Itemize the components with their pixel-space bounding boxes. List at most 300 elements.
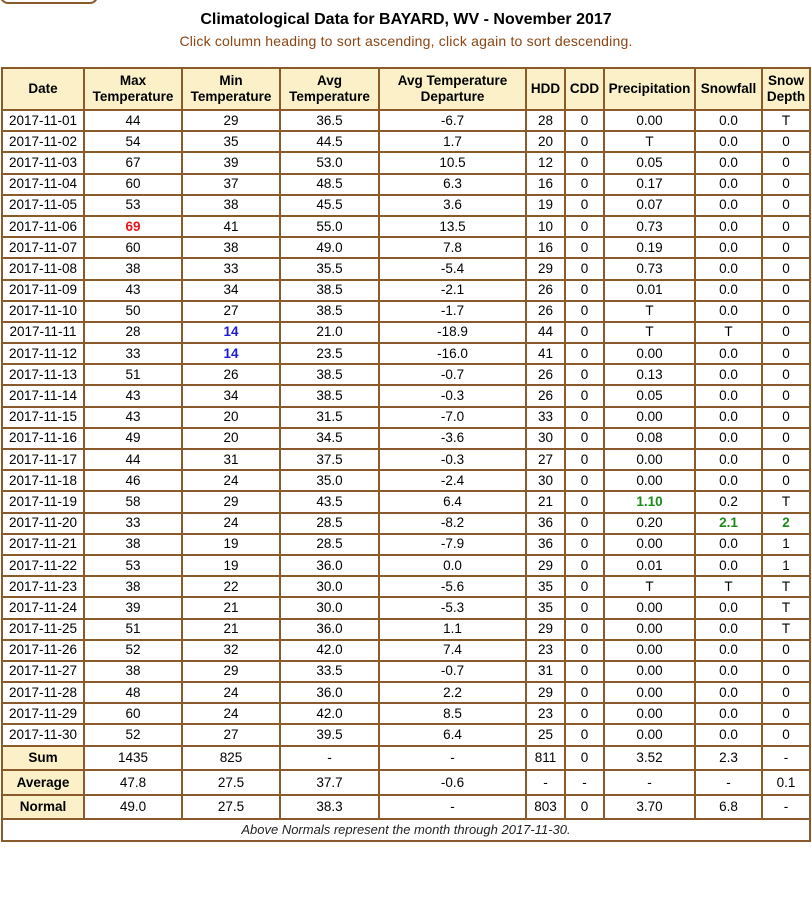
cell-snowfall: 0.0 xyxy=(695,343,762,364)
cell-precip: 0.00 xyxy=(604,343,695,364)
cell-date: 2017-11-04 xyxy=(2,174,84,195)
cell-max: 43 xyxy=(84,280,182,301)
cell-avg: 21.0 xyxy=(280,322,379,343)
cell-avg: 34.5 xyxy=(280,428,379,449)
cell-dep: 3.6 xyxy=(379,195,526,216)
cell-dep: -5.4 xyxy=(379,258,526,279)
cell-date: 2017-11-18 xyxy=(2,470,84,491)
cell-cdd: 0 xyxy=(565,470,604,491)
average-row xyxy=(2,770,810,795)
cell-hdd: 31 xyxy=(526,661,565,682)
cell-date: 2017-11-15 xyxy=(2,407,84,428)
cell-precip: 0.00 xyxy=(604,661,695,682)
cell-precip: 0.19 xyxy=(604,237,695,258)
cell-cdd: 0 xyxy=(565,174,604,195)
cell-cdd: 0 xyxy=(565,152,604,173)
cell-precip: 0.01 xyxy=(604,555,695,576)
sum-row xyxy=(2,746,810,771)
cell-min: 21 xyxy=(182,619,280,640)
cell-avg: 36.0 xyxy=(280,555,379,576)
cell-avg: 36.0 xyxy=(280,619,379,640)
climate-data-table xyxy=(1,67,811,842)
column-header-snowdepth[interactable] xyxy=(762,68,810,110)
cell-avg: 28.5 xyxy=(280,534,379,555)
cell-cdd: 0 xyxy=(565,491,604,512)
column-header-label: Date xyxy=(28,81,58,96)
cell-dep: -18.9 xyxy=(379,322,526,343)
table-row xyxy=(2,301,810,322)
column-header-max[interactable] xyxy=(84,68,182,110)
summary-label: Average xyxy=(2,770,84,795)
table-row xyxy=(2,555,810,576)
cell-cdd: 0 xyxy=(565,110,604,131)
cell-precip: 0.00 xyxy=(604,597,695,618)
cell-cdd: 0 xyxy=(565,195,604,216)
cell-min: 41 xyxy=(182,216,280,237)
cell-max: 38 xyxy=(84,661,182,682)
cell-min: 37 xyxy=(182,174,280,195)
cell-date: 2017-11-14 xyxy=(2,385,84,406)
cell-precip: 0.17 xyxy=(604,174,695,195)
cell-snowdepth: T xyxy=(762,619,810,640)
cell-dep: -5.3 xyxy=(379,597,526,618)
cell-dep: -16.0 xyxy=(379,343,526,364)
cell-avg: 30.0 xyxy=(280,597,379,618)
footnote-row xyxy=(2,819,810,841)
cell-hdd: 41 xyxy=(526,343,565,364)
summary-cell-avg: 37.7 xyxy=(280,770,379,795)
summary-cell-dep: -0.6 xyxy=(379,770,526,795)
cell-hdd: 20 xyxy=(526,131,565,152)
cell-precip: 0.00 xyxy=(604,534,695,555)
summary-cell-avg: 38.3 xyxy=(280,795,379,820)
cell-precip: 0.00 xyxy=(604,407,695,428)
table-row xyxy=(2,216,810,237)
cell-dep: 0.0 xyxy=(379,555,526,576)
cell-dep: -2.4 xyxy=(379,470,526,491)
cell-max: 53 xyxy=(84,555,182,576)
cell-hdd: 16 xyxy=(526,174,565,195)
summary-cell-avg: - xyxy=(280,746,379,771)
cell-snowdepth: 0 xyxy=(762,470,810,491)
cell-date: 2017-11-17 xyxy=(2,449,84,470)
cell-precip: 0.05 xyxy=(604,152,695,173)
summary-cell-hdd: 811 xyxy=(526,746,565,771)
cell-snowdepth: 0 xyxy=(762,703,810,724)
cell-avg: 38.5 xyxy=(280,280,379,301)
column-header-label: Max xyxy=(119,73,147,88)
cell-max: 52 xyxy=(84,640,182,661)
cell-dep: -1.7 xyxy=(379,301,526,322)
cell-min: 35 xyxy=(182,131,280,152)
cell-hdd: 26 xyxy=(526,364,565,385)
cell-hdd: 29 xyxy=(526,619,565,640)
cell-max: 49 xyxy=(84,428,182,449)
cell-min: 27 xyxy=(182,301,280,322)
cell-cdd: 0 xyxy=(565,555,604,576)
cell-cdd: 0 xyxy=(565,682,604,703)
table-row xyxy=(2,280,810,301)
cell-min: 31 xyxy=(182,449,280,470)
cell-hdd: 26 xyxy=(526,385,565,406)
cell-date: 2017-11-09 xyxy=(2,280,84,301)
cell-snowdepth: 0 xyxy=(762,364,810,385)
cell-date: 2017-11-21 xyxy=(2,534,84,555)
cell-max: 38 xyxy=(84,534,182,555)
cell-cdd: 0 xyxy=(565,534,604,555)
column-header-label: Temperature xyxy=(289,89,370,104)
cell-max: 60 xyxy=(84,174,182,195)
table-row xyxy=(2,110,810,131)
cell-max: 51 xyxy=(84,364,182,385)
column-header-hdd[interactable] xyxy=(526,68,565,110)
cell-min: 34 xyxy=(182,280,280,301)
cell-hdd: 36 xyxy=(526,534,565,555)
cell-precip: 0.00 xyxy=(604,110,695,131)
column-header-label: Depth xyxy=(766,89,806,104)
cell-snowfall: T xyxy=(695,322,762,343)
table-row xyxy=(2,174,810,195)
cell-snowfall: 0.0 xyxy=(695,597,762,618)
cell-min: 19 xyxy=(182,555,280,576)
cell-hdd: 35 xyxy=(526,597,565,618)
cell-snowfall: 0.0 xyxy=(695,428,762,449)
column-header-date[interactable] xyxy=(2,68,84,110)
cell-date: 2017-11-01 xyxy=(2,110,84,131)
column-header-label: Temperature xyxy=(92,89,174,104)
summary-cell-dep: - xyxy=(379,795,526,820)
cell-avg: 38.5 xyxy=(280,364,379,385)
cell-date: 2017-11-08 xyxy=(2,258,84,279)
cell-snowdepth: 0 xyxy=(762,322,810,343)
table-summary xyxy=(2,746,810,842)
cell-snowdepth: 0 xyxy=(762,237,810,258)
cell-snowdepth: 0 xyxy=(762,449,810,470)
cell-min: 24 xyxy=(182,470,280,491)
cell-cdd: 0 xyxy=(565,703,604,724)
table-row xyxy=(2,513,810,534)
cell-snowdepth: T xyxy=(762,110,810,131)
cell-precip: 0.20 xyxy=(604,513,695,534)
table-row xyxy=(2,640,810,661)
summary-cell-min: 27.5 xyxy=(182,795,280,820)
cell-snowfall: 0.0 xyxy=(695,152,762,173)
table-row xyxy=(2,619,810,640)
summary-label: Normal xyxy=(2,795,84,820)
cell-dep: -0.7 xyxy=(379,661,526,682)
cell-snowdepth: 0 xyxy=(762,343,810,364)
cell-hdd: 36 xyxy=(526,513,565,534)
cell-avg: 23.5 xyxy=(280,343,379,364)
cell-snowfall: 0.0 xyxy=(695,724,762,745)
cell-max: 43 xyxy=(84,385,182,406)
cell-snowfall: 0.0 xyxy=(695,385,762,406)
column-header-min[interactable] xyxy=(182,68,280,110)
column-header-label: CDD xyxy=(569,81,600,96)
cell-avg: 30.0 xyxy=(280,576,379,597)
table-row xyxy=(2,237,810,258)
column-header-label: Snowfall xyxy=(700,81,757,96)
cell-dep: 6.4 xyxy=(379,724,526,745)
table-row xyxy=(2,597,810,618)
cell-snowfall: 0.0 xyxy=(695,280,762,301)
cell-precip: 0.73 xyxy=(604,216,695,237)
cell-max: 44 xyxy=(84,110,182,131)
cell-min: 24 xyxy=(182,703,280,724)
cell-min: 19 xyxy=(182,534,280,555)
cell-dep: -8.2 xyxy=(379,513,526,534)
cell-max: 51 xyxy=(84,619,182,640)
cell-date: 2017-11-24 xyxy=(2,597,84,618)
cell-snowfall: 0.0 xyxy=(695,258,762,279)
cell-snowdepth: 0 xyxy=(762,407,810,428)
table-row xyxy=(2,343,810,364)
cell-dep: 13.5 xyxy=(379,216,526,237)
cell-min: 20 xyxy=(182,428,280,449)
cell-snowdepth: 0 xyxy=(762,661,810,682)
cell-dep: -0.3 xyxy=(379,449,526,470)
cell-avg: 42.0 xyxy=(280,640,379,661)
cell-snowdepth: T xyxy=(762,576,810,597)
table-row xyxy=(2,428,810,449)
summary-cell-max: 1435 xyxy=(84,746,182,771)
table-row xyxy=(2,703,810,724)
cell-precip: 0.13 xyxy=(604,364,695,385)
cell-date: 2017-11-03 xyxy=(2,152,84,173)
cell-snowfall: 0.0 xyxy=(695,131,762,152)
sort-instructions: Click column heading to sort ascending, click again to sort descending. xyxy=(179,33,633,49)
cell-hdd: 30 xyxy=(526,428,565,449)
cell-min: 33 xyxy=(182,258,280,279)
cell-date: 2017-11-30 xyxy=(2,724,84,745)
cell-cdd: 0 xyxy=(565,280,604,301)
table-row xyxy=(2,322,810,343)
cell-precip: 0.00 xyxy=(604,640,695,661)
table-row xyxy=(2,661,810,682)
cell-cdd: 0 xyxy=(565,724,604,745)
cell-snowfall: 0.0 xyxy=(695,703,762,724)
cell-min: 24 xyxy=(182,682,280,703)
cell-snowdepth: 0 xyxy=(762,152,810,173)
cell-hdd: 23 xyxy=(526,640,565,661)
cell-precip: 0.00 xyxy=(604,703,695,724)
cell-snowfall: 0.0 xyxy=(695,174,762,195)
table-row xyxy=(2,724,810,745)
column-header-cdd[interactable] xyxy=(565,68,604,110)
cell-min: 14 xyxy=(182,343,280,364)
cell-dep: -0.3 xyxy=(379,385,526,406)
column-header-avg[interactable] xyxy=(280,68,379,110)
cell-cdd: 0 xyxy=(565,661,604,682)
cell-date: 2017-11-28 xyxy=(2,682,84,703)
cell-dep: 1.1 xyxy=(379,619,526,640)
cell-dep: 7.4 xyxy=(379,640,526,661)
column-header-precip[interactable] xyxy=(604,68,695,110)
cell-max: 53 xyxy=(84,195,182,216)
cell-precip: 0.05 xyxy=(604,385,695,406)
cell-precip: 1.10 xyxy=(604,491,695,512)
cell-min: 29 xyxy=(182,110,280,131)
summary-cell-min: 825 xyxy=(182,746,280,771)
cell-precip: 0.00 xyxy=(604,724,695,745)
cell-cdd: 0 xyxy=(565,364,604,385)
cell-cdd: 0 xyxy=(565,301,604,322)
cell-snowdepth: 0 xyxy=(762,640,810,661)
cell-hdd: 26 xyxy=(526,301,565,322)
table-row xyxy=(2,576,810,597)
cell-date: 2017-11-26 xyxy=(2,640,84,661)
cell-precip: T xyxy=(604,131,695,152)
cell-snowfall: 0.0 xyxy=(695,640,762,661)
cell-hdd: 26 xyxy=(526,280,565,301)
cell-snowfall: 0.0 xyxy=(695,195,762,216)
cell-snowdepth: 0 xyxy=(762,301,810,322)
table-row xyxy=(2,682,810,703)
cell-snowfall: 0.0 xyxy=(695,449,762,470)
cell-max: 60 xyxy=(84,703,182,724)
cell-avg: 43.5 xyxy=(280,491,379,512)
cell-hdd: 44 xyxy=(526,322,565,343)
cell-hdd: 25 xyxy=(526,724,565,745)
summary-cell-precip: 3.70 xyxy=(604,795,695,820)
cell-snowdepth: T xyxy=(762,597,810,618)
cell-snowfall: 0.0 xyxy=(695,364,762,385)
cell-cdd: 0 xyxy=(565,576,604,597)
cell-dep: -6.7 xyxy=(379,110,526,131)
column-header-dep[interactable] xyxy=(379,68,526,110)
cell-min: 38 xyxy=(182,237,280,258)
cell-snowdepth: 2 xyxy=(762,513,810,534)
cell-snowdepth: 1 xyxy=(762,534,810,555)
cell-max: 67 xyxy=(84,152,182,173)
cell-min: 27 xyxy=(182,724,280,745)
top-tab-edge xyxy=(0,0,98,4)
summary-cell-min: 27.5 xyxy=(182,770,280,795)
cell-date: 2017-11-11 xyxy=(2,322,84,343)
cell-max: 38 xyxy=(84,576,182,597)
cell-max: 52 xyxy=(84,724,182,745)
cell-snowfall: 0.0 xyxy=(695,619,762,640)
cell-avg: 35.5 xyxy=(280,258,379,279)
summary-cell-cdd: 0 xyxy=(565,795,604,820)
cell-min: 32 xyxy=(182,640,280,661)
cell-hdd: 19 xyxy=(526,195,565,216)
column-header-label: Snow xyxy=(768,73,804,88)
table-row xyxy=(2,258,810,279)
cell-date: 2017-11-13 xyxy=(2,364,84,385)
cell-dep: -5.6 xyxy=(379,576,526,597)
cell-avg: 42.0 xyxy=(280,703,379,724)
cell-dep: 6.3 xyxy=(379,174,526,195)
cell-hdd: 29 xyxy=(526,258,565,279)
cell-max: 43 xyxy=(84,407,182,428)
cell-avg: 55.0 xyxy=(280,216,379,237)
cell-date: 2017-11-20 xyxy=(2,513,84,534)
summary-label: Sum xyxy=(2,746,84,771)
cell-avg: 37.5 xyxy=(280,449,379,470)
cell-date: 2017-11-05 xyxy=(2,195,84,216)
cell-avg: 31.5 xyxy=(280,407,379,428)
column-header-snowfall[interactable] xyxy=(695,68,762,110)
cell-hdd: 28 xyxy=(526,110,565,131)
cell-snowdepth: 0 xyxy=(762,195,810,216)
cell-hdd: 30 xyxy=(526,470,565,491)
table-row xyxy=(2,407,810,428)
cell-cdd: 0 xyxy=(565,640,604,661)
cell-snowdepth: 0 xyxy=(762,428,810,449)
cell-date: 2017-11-22 xyxy=(2,555,84,576)
cell-min: 34 xyxy=(182,385,280,406)
cell-min: 20 xyxy=(182,407,280,428)
cell-snowfall: 0.0 xyxy=(695,682,762,703)
summary-cell-snowfall: 6.8 xyxy=(695,795,762,820)
cell-precip: 0.00 xyxy=(604,470,695,491)
cell-precip: T xyxy=(604,322,695,343)
cell-dep: -2.1 xyxy=(379,280,526,301)
cell-hdd: 35 xyxy=(526,576,565,597)
cell-dep: -7.0 xyxy=(379,407,526,428)
cell-max: 60 xyxy=(84,237,182,258)
table-row xyxy=(2,364,810,385)
summary-cell-snowdepth: - xyxy=(762,795,810,820)
cell-hdd: 33 xyxy=(526,407,565,428)
cell-avg: 36.5 xyxy=(280,110,379,131)
cell-dep: 10.5 xyxy=(379,152,526,173)
table-row xyxy=(2,385,810,406)
cell-dep: 7.8 xyxy=(379,237,526,258)
cell-hdd: 10 xyxy=(526,216,565,237)
cell-snowdepth: 0 xyxy=(762,682,810,703)
column-header-label: Temperature xyxy=(190,89,272,104)
cell-avg: 35.0 xyxy=(280,470,379,491)
column-header-label: Min xyxy=(219,73,243,88)
cell-dep: 1.7 xyxy=(379,131,526,152)
cell-hdd: 12 xyxy=(526,152,565,173)
cell-snowfall: 2.1 xyxy=(695,513,762,534)
summary-cell-snowdepth: - xyxy=(762,746,810,771)
cell-avg: 44.5 xyxy=(280,131,379,152)
cell-max: 50 xyxy=(84,301,182,322)
cell-cdd: 0 xyxy=(565,513,604,534)
cell-avg: 53.0 xyxy=(280,152,379,173)
cell-min: 26 xyxy=(182,364,280,385)
column-header-label: Avg Temperature xyxy=(397,73,508,88)
table-row xyxy=(2,152,810,173)
column-header-label: Avg xyxy=(316,73,342,88)
cell-hdd: 29 xyxy=(526,555,565,576)
summary-cell-dep: - xyxy=(379,746,526,771)
cell-snowfall: 0.0 xyxy=(695,407,762,428)
cell-snowdepth: T xyxy=(762,491,810,512)
cell-max: 44 xyxy=(84,449,182,470)
cell-precip: 0.00 xyxy=(604,619,695,640)
cell-snowdepth: 0 xyxy=(762,174,810,195)
cell-dep: -3.6 xyxy=(379,428,526,449)
cell-avg: 33.5 xyxy=(280,661,379,682)
cell-min: 29 xyxy=(182,491,280,512)
summary-cell-precip: 3.52 xyxy=(604,746,695,771)
cell-date: 2017-11-16 xyxy=(2,428,84,449)
cell-precip: 0.00 xyxy=(604,682,695,703)
summary-cell-cdd: 0 xyxy=(565,746,604,771)
cell-dep: -0.7 xyxy=(379,364,526,385)
table-header-row xyxy=(2,68,810,110)
cell-date: 2017-11-07 xyxy=(2,237,84,258)
cell-min: 38 xyxy=(182,195,280,216)
summary-cell-hdd: 803 xyxy=(526,795,565,820)
cell-hdd: 29 xyxy=(526,682,565,703)
cell-snowdepth: 0 xyxy=(762,258,810,279)
